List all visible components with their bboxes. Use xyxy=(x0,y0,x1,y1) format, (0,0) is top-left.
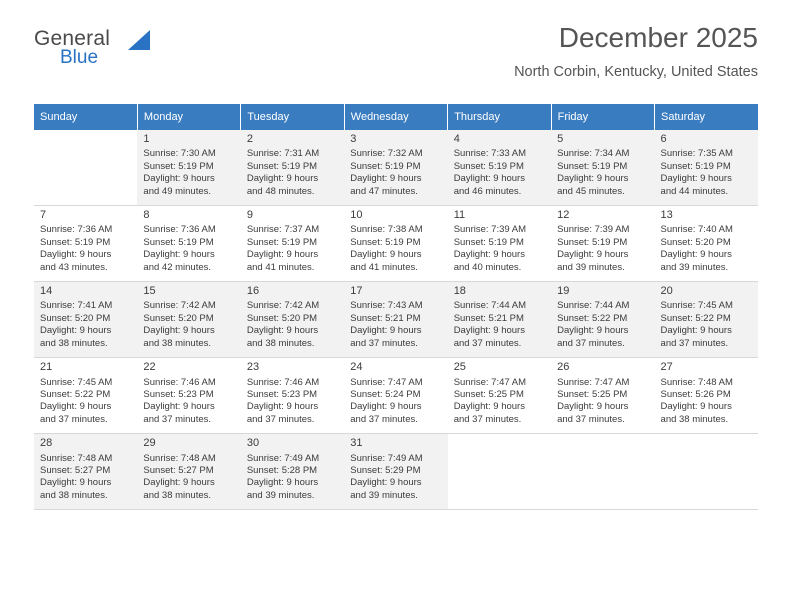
day-info-line: Sunset: 5:19 PM xyxy=(453,160,524,172)
calendar-day-cell[interactable] xyxy=(448,130,551,206)
day-info-line: Sunrise: 7:47 AM xyxy=(453,376,527,388)
logo-text-general: General xyxy=(34,27,111,50)
day-info-line: and 38 minutes. xyxy=(143,337,212,349)
day-info-line: Sunrise: 7:38 AM xyxy=(350,224,423,236)
day-info-line: Sunrise: 7:49 AM xyxy=(350,452,423,464)
day-info-line: and 37 minutes. xyxy=(350,413,418,425)
day-info-line: Daylight: 9 hours xyxy=(40,249,112,261)
day-info-line: Daylight: 9 hours xyxy=(453,401,525,413)
day-info-line: and 38 minutes. xyxy=(660,413,729,425)
day-info-line: Sunset: 5:25 PM xyxy=(557,388,628,400)
day-info-line: Daylight: 9 hours xyxy=(557,401,629,413)
calendar-day-cell[interactable] xyxy=(448,206,551,282)
day-info-line: Sunset: 5:19 PM xyxy=(350,236,421,248)
day-info-line: Sunrise: 7:47 AM xyxy=(557,376,630,388)
calendar-day-cell[interactable] xyxy=(344,282,447,358)
day-info-line: Sunset: 5:19 PM xyxy=(143,160,214,172)
day-number: 16 xyxy=(246,285,260,298)
day-info-line: and 39 minutes. xyxy=(350,489,418,501)
day-info-line: Daylight: 9 hours xyxy=(143,477,215,489)
weekday-header-saturday: Saturday xyxy=(655,104,758,130)
calendar-day-cell[interactable] xyxy=(344,358,447,434)
day-info-line: and 47 minutes. xyxy=(350,185,418,197)
day-number: 12 xyxy=(557,209,570,222)
day-info-line: and 39 minutes. xyxy=(660,261,729,273)
day-info-line: Daylight: 9 hours xyxy=(246,477,319,489)
day-info-line: Daylight: 9 hours xyxy=(40,477,112,489)
calendar-day-cell[interactable] xyxy=(34,282,137,358)
calendar-body xyxy=(34,130,758,510)
calendar-empty-cell xyxy=(34,130,137,206)
calendar-day-cell[interactable] xyxy=(241,206,344,282)
day-info-line: and 37 minutes. xyxy=(453,413,522,425)
weekday-header-thursday: Thursday xyxy=(448,104,551,130)
day-info-line: Sunset: 5:27 PM xyxy=(40,464,111,476)
day-info-line: Sunset: 5:22 PM xyxy=(40,388,111,400)
day-number: 31 xyxy=(350,437,363,450)
weekday-header-row xyxy=(34,104,758,130)
day-number: 24 xyxy=(350,361,363,374)
day-info-line: Sunrise: 7:43 AM xyxy=(350,300,423,312)
day-info-line: Sunrise: 7:40 AM xyxy=(660,224,733,236)
logo-triangle-icon xyxy=(128,30,150,50)
day-number: 6 xyxy=(660,133,667,145)
day-info-line: and 43 minutes. xyxy=(40,261,108,273)
day-info-line: and 37 minutes. xyxy=(557,413,625,425)
calendar-day-cell[interactable] xyxy=(241,434,344,510)
day-number: 11 xyxy=(453,209,466,222)
calendar-day-cell[interactable] xyxy=(655,130,758,206)
day-info-line: Sunset: 5:19 PM xyxy=(557,160,628,172)
day-info-line: Sunset: 5:19 PM xyxy=(246,236,318,248)
page-title: December 2025 xyxy=(558,22,758,53)
day-info-line: and 37 minutes. xyxy=(40,413,108,425)
day-number: 3 xyxy=(350,133,357,145)
day-info-line: Sunrise: 7:41 AM xyxy=(40,300,113,312)
day-number: 17 xyxy=(350,285,363,298)
day-info-line: Daylight: 9 hours xyxy=(350,173,422,185)
day-number: 1 xyxy=(143,133,150,145)
day-info-line: Sunset: 5:20 PM xyxy=(660,236,731,248)
day-info-line: Daylight: 9 hours xyxy=(246,173,319,185)
day-info-line: Daylight: 9 hours xyxy=(557,249,629,261)
day-info-line: and 38 minutes. xyxy=(143,489,212,501)
calendar-day-cell[interactable] xyxy=(137,130,240,206)
day-info-line: Daylight: 9 hours xyxy=(660,325,732,337)
day-info-line: and 37 minutes. xyxy=(246,413,315,425)
day-info-line: Sunrise: 7:48 AM xyxy=(40,452,113,464)
day-info-line: Sunrise: 7:37 AM xyxy=(246,224,320,236)
day-info-line: Daylight: 9 hours xyxy=(350,477,422,489)
day-info-line: Sunset: 5:19 PM xyxy=(660,160,731,172)
day-info-line: and 48 minutes. xyxy=(246,185,315,197)
calendar-day-cell[interactable] xyxy=(344,206,447,282)
day-info-line: and 44 minutes. xyxy=(660,185,729,197)
day-info-line: and 37 minutes. xyxy=(143,413,212,425)
day-number: 23 xyxy=(246,361,260,374)
day-info-line: Daylight: 9 hours xyxy=(143,173,215,185)
day-info-line: Sunset: 5:19 PM xyxy=(350,160,421,172)
calendar-week-row xyxy=(34,130,758,206)
day-number: 13 xyxy=(660,209,673,222)
day-info-line: Sunset: 5:20 PM xyxy=(40,312,111,324)
day-info-line: Sunrise: 7:46 AM xyxy=(246,376,320,388)
day-info-line: Sunset: 5:27 PM xyxy=(143,464,214,476)
day-info-line: Daylight: 9 hours xyxy=(660,249,732,261)
day-info-line: Sunset: 5:26 PM xyxy=(660,388,731,400)
day-info-line: Sunrise: 7:47 AM xyxy=(350,376,423,388)
day-number: 8 xyxy=(143,209,150,222)
day-number: 22 xyxy=(143,361,156,374)
day-info-line: Sunrise: 7:45 AM xyxy=(40,376,113,388)
day-number: 27 xyxy=(660,361,673,374)
day-info-line: Daylight: 9 hours xyxy=(246,401,319,413)
day-info-line: Sunset: 5:24 PM xyxy=(350,388,421,400)
day-info-line: Daylight: 9 hours xyxy=(143,249,215,261)
day-number: 20 xyxy=(660,285,673,298)
day-info-line: and 37 minutes. xyxy=(557,337,625,349)
day-info-line: Sunrise: 7:32 AM xyxy=(350,148,423,160)
day-info-line: Sunrise: 7:42 AM xyxy=(246,300,320,312)
calendar-day-cell[interactable] xyxy=(137,206,240,282)
day-info-line: Sunrise: 7:44 AM xyxy=(453,300,527,312)
calendar-day-cell[interactable] xyxy=(551,130,654,206)
day-info-line: and 46 minutes. xyxy=(453,185,522,197)
day-info-line: Daylight: 9 hours xyxy=(557,173,629,185)
day-info-line: Sunrise: 7:30 AM xyxy=(143,148,216,160)
day-info-line: Daylight: 9 hours xyxy=(143,325,215,337)
calendar-day-cell[interactable] xyxy=(655,282,758,358)
day-info-line: Daylight: 9 hours xyxy=(453,249,525,261)
day-info-line: and 37 minutes. xyxy=(453,337,522,349)
day-info-line: Sunset: 5:20 PM xyxy=(246,312,318,324)
day-number: 18 xyxy=(453,285,466,298)
day-number: 9 xyxy=(246,209,253,222)
day-number: 29 xyxy=(143,437,156,450)
calendar-day-cell[interactable] xyxy=(448,282,551,358)
day-info-line: Sunset: 5:25 PM xyxy=(453,388,524,400)
day-number: 10 xyxy=(350,209,363,222)
day-info-line: Sunrise: 7:31 AM xyxy=(246,148,320,160)
weekday-header-tuesday: Tuesday xyxy=(241,104,344,130)
calendar-week-row xyxy=(34,206,758,282)
day-number: 28 xyxy=(40,437,53,450)
title-block xyxy=(164,22,758,80)
day-number: 14 xyxy=(40,285,53,298)
calendar-day-cell[interactable] xyxy=(655,206,758,282)
day-number: 30 xyxy=(246,437,260,450)
day-info-line: Sunset: 5:19 PM xyxy=(40,236,111,248)
day-info-line: Sunrise: 7:39 AM xyxy=(453,224,527,236)
day-info-line: and 49 minutes. xyxy=(143,185,212,197)
day-info-line: Sunset: 5:23 PM xyxy=(143,388,214,400)
day-number: 26 xyxy=(557,361,570,374)
day-info-line: and 38 minutes. xyxy=(40,489,108,501)
day-info-line: Sunrise: 7:46 AM xyxy=(143,376,216,388)
page-header xyxy=(34,22,758,96)
calendar-day-cell[interactable] xyxy=(448,358,551,434)
location-subtitle: North Corbin, Kentucky, United States xyxy=(514,64,758,80)
calendar-empty-cell xyxy=(551,434,654,510)
day-info-line: Sunrise: 7:42 AM xyxy=(143,300,216,312)
day-number: 2 xyxy=(246,133,253,145)
day-info-line: and 38 minutes. xyxy=(40,337,108,349)
calendar-day-cell[interactable] xyxy=(344,130,447,206)
calendar-day-cell[interactable] xyxy=(344,434,447,510)
day-info-line: Sunset: 5:22 PM xyxy=(660,312,731,324)
day-info-line: Daylight: 9 hours xyxy=(40,325,112,337)
day-info-line: and 37 minutes. xyxy=(350,337,418,349)
day-info-line: Sunset: 5:19 PM xyxy=(143,236,214,248)
day-info-line: Sunset: 5:29 PM xyxy=(350,464,421,476)
day-info-line: Sunrise: 7:36 AM xyxy=(143,224,216,236)
calendar-day-cell[interactable] xyxy=(137,358,240,434)
calendar-day-cell[interactable] xyxy=(34,358,137,434)
calendar-day-cell[interactable] xyxy=(551,282,654,358)
day-info-line: Sunrise: 7:36 AM xyxy=(40,224,113,236)
calendar-empty-cell xyxy=(448,434,551,510)
day-number: 4 xyxy=(453,133,460,145)
day-info-line: Sunset: 5:21 PM xyxy=(350,312,421,324)
day-info-line: Sunrise: 7:35 AM xyxy=(660,148,733,160)
day-info-line: and 41 minutes. xyxy=(246,261,315,273)
weekday-header-wednesday: Wednesday xyxy=(344,104,447,130)
day-info-line: Sunrise: 7:44 AM xyxy=(557,300,630,312)
day-info-line: and 39 minutes. xyxy=(557,261,625,273)
calendar-week-row xyxy=(34,434,758,510)
day-info-line: Sunrise: 7:33 AM xyxy=(453,148,527,160)
calendar-table xyxy=(34,104,758,510)
day-info-line: Daylight: 9 hours xyxy=(453,325,525,337)
day-info-line: Sunrise: 7:49 AM xyxy=(246,452,320,464)
day-info-line: Daylight: 9 hours xyxy=(40,401,112,413)
day-info-line: Daylight: 9 hours xyxy=(660,401,732,413)
weekday-header-monday: Monday xyxy=(137,104,240,130)
day-info-line: and 39 minutes. xyxy=(246,489,315,501)
logo xyxy=(34,22,164,68)
day-info-line: and 41 minutes. xyxy=(350,261,418,273)
weekday-header-friday: Friday xyxy=(551,104,654,130)
day-info-line: Sunset: 5:28 PM xyxy=(246,464,318,476)
logo-text-blue: Blue xyxy=(60,47,99,68)
day-number: 21 xyxy=(40,361,53,374)
day-info-line: Sunset: 5:19 PM xyxy=(453,236,524,248)
calendar-day-cell[interactable] xyxy=(551,206,654,282)
day-info-line: Sunset: 5:23 PM xyxy=(246,388,318,400)
day-info-line: Sunrise: 7:39 AM xyxy=(557,224,630,236)
day-info-line: Sunrise: 7:34 AM xyxy=(557,148,630,160)
calendar-day-cell[interactable] xyxy=(137,282,240,358)
calendar-day-cell[interactable] xyxy=(241,282,344,358)
calendar-week-row xyxy=(34,282,758,358)
calendar-day-cell[interactable] xyxy=(551,358,654,434)
day-number: 15 xyxy=(143,285,156,298)
calendar-day-cell[interactable] xyxy=(34,434,137,510)
day-info-line: Daylight: 9 hours xyxy=(246,249,319,261)
calendar-day-cell[interactable] xyxy=(241,130,344,206)
calendar-week-row xyxy=(34,358,758,434)
day-info-line: Daylight: 9 hours xyxy=(246,325,319,337)
day-info-line: and 40 minutes. xyxy=(453,261,522,273)
day-info-line: Daylight: 9 hours xyxy=(350,249,422,261)
day-info-line: Sunset: 5:19 PM xyxy=(246,160,318,172)
day-info-line: Sunset: 5:21 PM xyxy=(453,312,524,324)
day-info-line: Daylight: 9 hours xyxy=(557,325,629,337)
day-number: 25 xyxy=(453,361,466,374)
day-info-line: Sunset: 5:22 PM xyxy=(557,312,628,324)
day-info-line: Sunrise: 7:48 AM xyxy=(660,376,733,388)
day-info-line: Sunrise: 7:45 AM xyxy=(660,300,733,312)
day-info-line: Daylight: 9 hours xyxy=(350,325,422,337)
day-number: 19 xyxy=(557,285,570,298)
day-info-line: Sunrise: 7:48 AM xyxy=(143,452,216,464)
weekday-header-sunday: Sunday xyxy=(34,104,137,130)
calendar-day-cell[interactable] xyxy=(34,206,137,282)
day-info-line: Sunset: 5:20 PM xyxy=(143,312,214,324)
calendar-day-cell[interactable] xyxy=(655,358,758,434)
calendar-empty-cell xyxy=(655,434,758,510)
day-number: 5 xyxy=(557,133,564,145)
calendar-day-cell[interactable] xyxy=(241,358,344,434)
day-info-line: and 38 minutes. xyxy=(246,337,315,349)
calendar-day-cell[interactable] xyxy=(137,434,240,510)
day-info-line: and 37 minutes. xyxy=(660,337,729,349)
day-info-line: Daylight: 9 hours xyxy=(143,401,215,413)
day-info-line: Sunset: 5:19 PM xyxy=(557,236,628,248)
day-info-line: Daylight: 9 hours xyxy=(350,401,422,413)
day-info-line: and 45 minutes. xyxy=(557,185,625,197)
day-info-line: Daylight: 9 hours xyxy=(453,173,525,185)
day-number: 7 xyxy=(40,209,47,222)
day-info-line: Daylight: 9 hours xyxy=(660,173,732,185)
day-info-line: and 42 minutes. xyxy=(143,261,212,273)
